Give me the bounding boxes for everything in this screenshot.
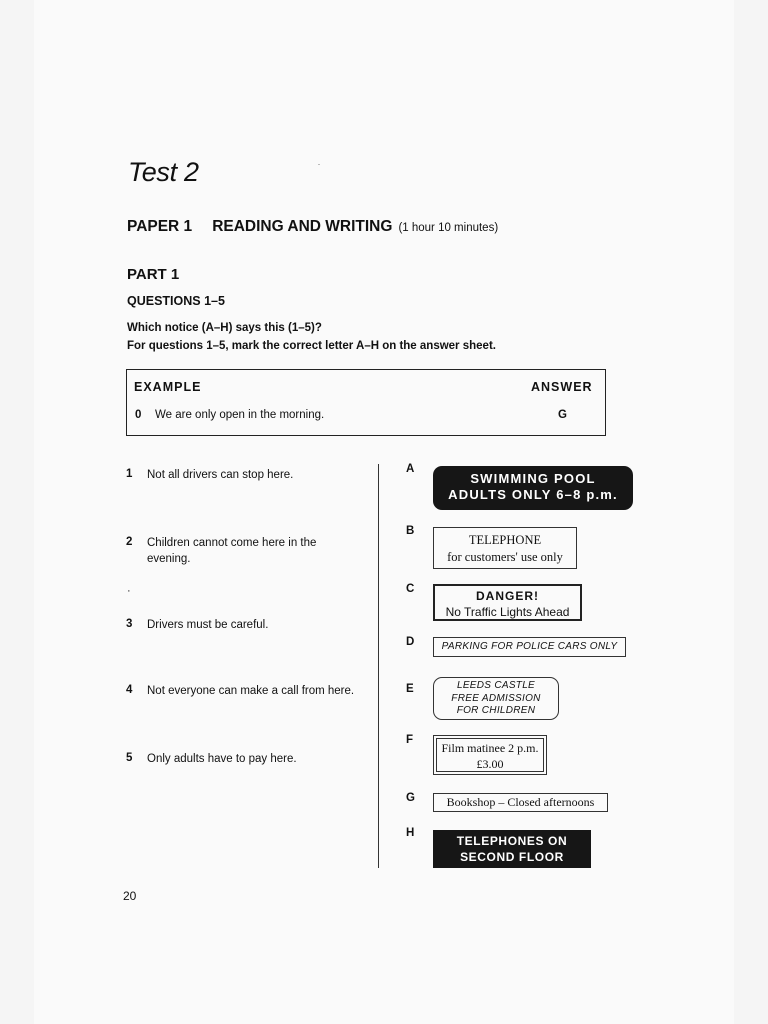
notice-line: PARKING FOR POLICE CARS ONLY — [441, 641, 618, 652]
notice-line: DANGER! — [476, 589, 539, 603]
notice-line: SECOND FLOOR — [460, 850, 564, 864]
question-number: 5 — [126, 752, 133, 764]
scan-speck — [318, 164, 320, 165]
notice-bookshop — [433, 793, 608, 812]
notice-line: LEEDS CASTLE — [456, 680, 536, 691]
notice-line: SWIMMING POOL — [470, 471, 596, 486]
notice-letter: A — [406, 463, 415, 475]
notice-line: ADULTS ONLY 6–8 p.m. — [448, 487, 618, 502]
page-sheet — [34, 0, 734, 1024]
notice-leeds-castle — [433, 677, 559, 720]
question-text: Not everyone can make a call from here. — [147, 685, 355, 697]
notice-swimming-pool — [433, 466, 633, 510]
test-title: Test 2 — [128, 157, 199, 187]
question-number: 4 — [126, 684, 133, 696]
question-number: 3 — [126, 618, 133, 630]
question-text: Only adults have to pay here. — [147, 753, 297, 765]
question-text: Drivers must be careful. — [147, 619, 269, 631]
notice-line: Bookshop – Closed afternoons — [446, 795, 595, 809]
notice-line: TELEPHONE — [468, 533, 542, 547]
paper-label: PAPER 1 — [127, 218, 193, 235]
notice-line: TELEPHONES ON — [456, 834, 568, 848]
section-title: READING AND WRITING — [212, 218, 393, 235]
notice-telephone — [433, 527, 577, 569]
notice-film-matinee — [433, 735, 547, 775]
notice-line: FOR CHILDREN — [456, 705, 536, 716]
paper-heading — [127, 218, 498, 236]
example-label: EXAMPLE — [134, 380, 202, 394]
instruction-line: Which notice (A–H) says this (1–5)? — [127, 322, 322, 334]
notice-inner-frame — [436, 738, 544, 772]
example-number: 0 — [135, 409, 142, 421]
question-number: 1 — [126, 468, 133, 480]
duration: (1 hour 10 minutes) — [398, 222, 499, 234]
notice-line: for customers' use only — [447, 550, 563, 564]
notice-letter: B — [406, 525, 415, 537]
notice-letter: G — [406, 792, 415, 804]
example-text: We are only open in the morning. — [155, 409, 325, 421]
notice-line: Film matinee 2 p.m. — [441, 741, 539, 755]
notice-letter: C — [406, 583, 415, 595]
notice-letter: H — [406, 827, 415, 839]
notice-line: No Traffic Lights Ahead — [445, 605, 570, 619]
page-number: 20 — [123, 889, 137, 903]
question-text: Children cannot come here in the evening. — [147, 537, 317, 565]
example-answer: G — [558, 409, 567, 421]
notice-letter: F — [406, 734, 414, 746]
instruction-line: For questions 1–5, mark the correct letter A–H on the answer sheet. — [127, 340, 496, 352]
questions-heading: QUESTIONS 1–5 — [127, 294, 225, 308]
notice-letter: E — [406, 683, 414, 695]
part-heading: PART 1 — [127, 266, 180, 283]
notice-line: £3.00 — [476, 757, 504, 771]
notice-danger — [433, 584, 582, 621]
notice-parking — [433, 637, 626, 657]
notice-letter: D — [406, 636, 415, 648]
answer-label: ANSWER — [531, 380, 593, 394]
question-text: Not all drivers can stop here. — [147, 469, 294, 481]
stray-mark: · — [127, 585, 131, 597]
column-divider — [378, 464, 379, 868]
notice-line: FREE ADMISSION — [451, 692, 541, 704]
notice-telephones-floor — [433, 830, 591, 868]
question-number: 2 — [126, 536, 133, 548]
